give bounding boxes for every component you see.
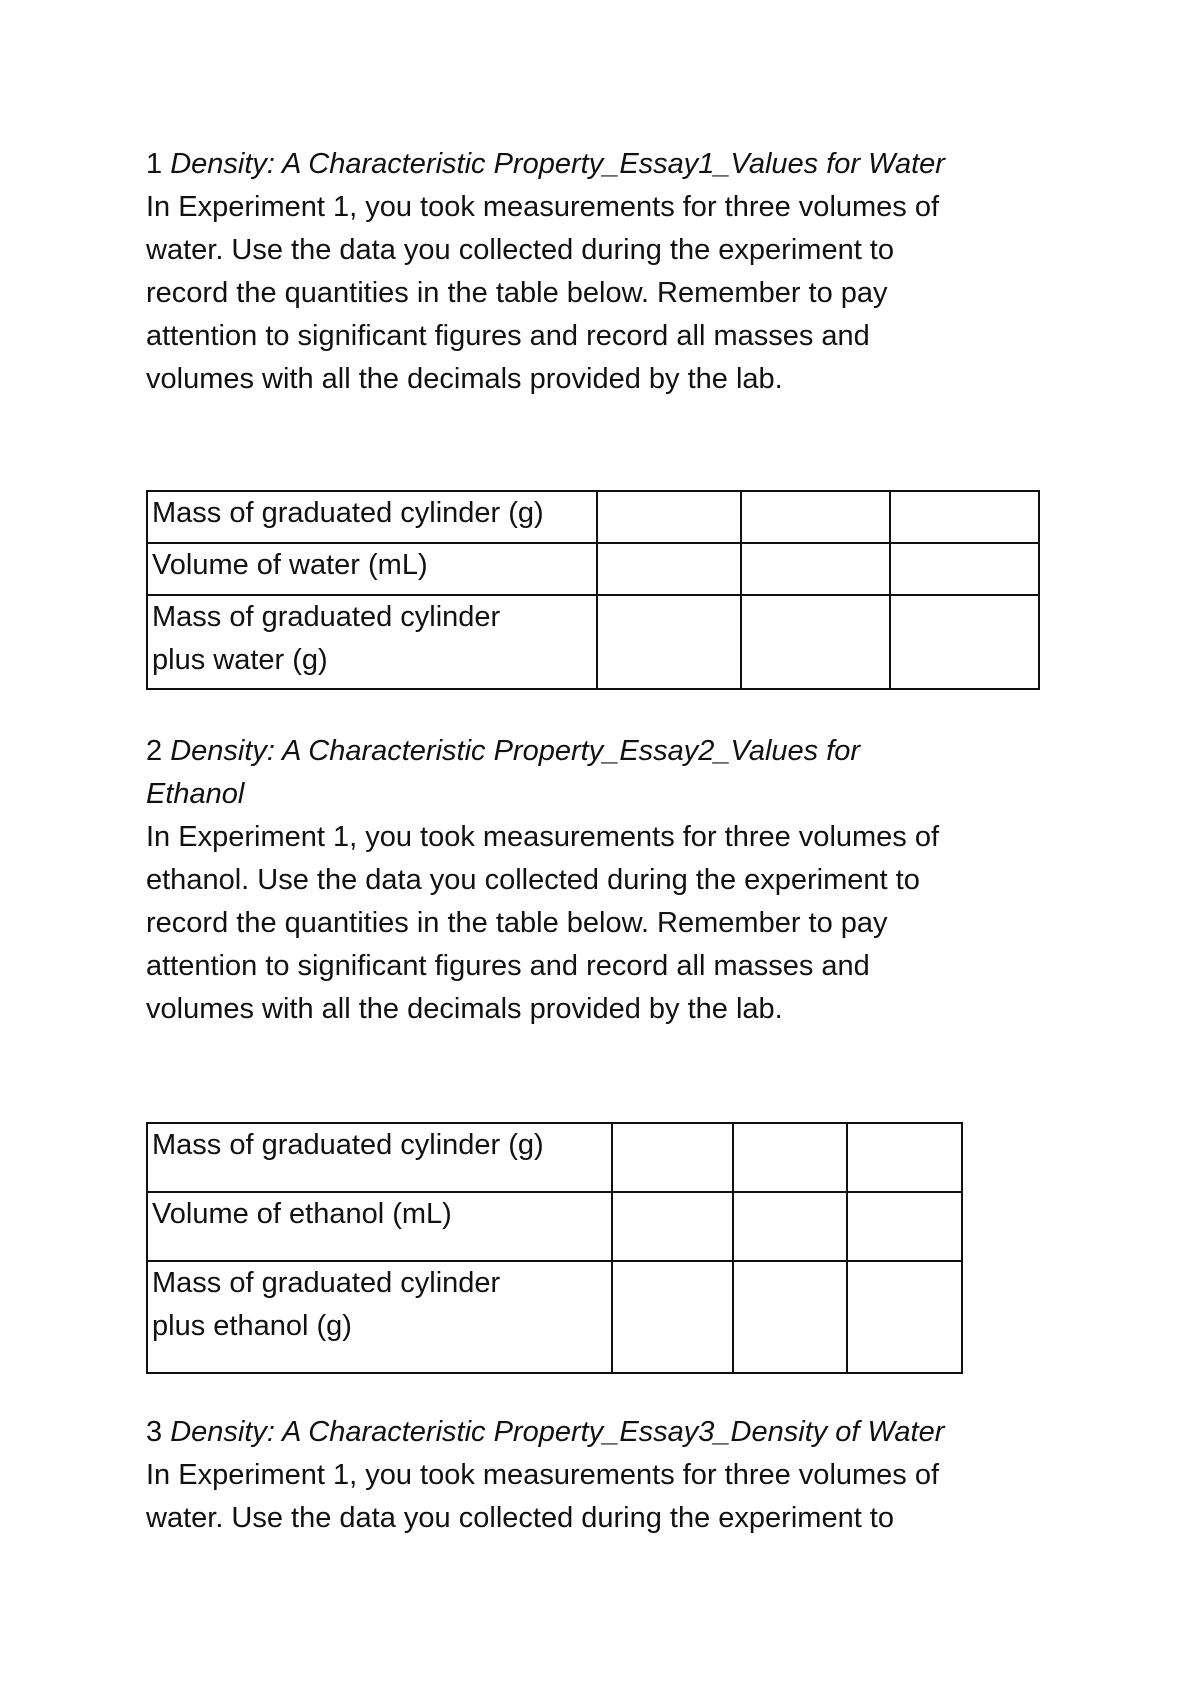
question-2-number: 2 — [146, 735, 163, 767]
trial-2-cell[interactable] — [733, 1192, 847, 1261]
question-3-body — [146, 1454, 1076, 1540]
question-3 — [146, 1411, 1076, 1540]
trial-1-cell[interactable] — [612, 1123, 733, 1192]
trial-2-cell[interactable] — [733, 1123, 847, 1192]
trial-1-cell[interactable] — [597, 491, 741, 543]
question-2-body-line: attention to significant figures and record all masses and — [146, 950, 870, 982]
table-row — [147, 543, 1039, 595]
question-3-body-line: In Experiment 1, you took measurements for three volumes of — [146, 1459, 940, 1491]
question-2-body-line: volumes with all the decimals provided by the lab. — [146, 993, 783, 1025]
row-label-line: plus ethanol (g) — [152, 1310, 352, 1342]
question-2 — [146, 730, 1076, 1031]
question-1-heading — [146, 143, 1076, 186]
trial-3-cell[interactable] — [890, 491, 1039, 543]
trial-1-cell[interactable] — [612, 1192, 733, 1261]
trial-3-cell[interactable] — [890, 543, 1039, 595]
trial-1-cell[interactable] — [597, 543, 741, 595]
ethanol-values-table — [146, 1122, 963, 1374]
table-row — [147, 1261, 962, 1373]
trial-2-cell[interactable] — [741, 595, 890, 689]
row-label — [147, 1261, 612, 1373]
question-2-body — [146, 816, 1076, 1031]
row-label: Mass of graduated cylinder (g) — [147, 491, 597, 543]
trial-3-cell[interactable] — [847, 1123, 962, 1192]
question-2-heading — [146, 730, 1076, 816]
trial-3-cell[interactable] — [847, 1261, 962, 1373]
question-2-body-line: In Experiment 1, you took measurements for three volumes of — [146, 821, 940, 853]
question-2-body-line: record the quantities in the table below. Remember to pay — [146, 907, 888, 939]
row-label-line: plus water (g) — [152, 644, 328, 676]
question-2-title: Density: A Characteristic Property_Essay2_Values for — [170, 735, 861, 767]
question-1 — [146, 143, 1076, 401]
question-2-body-line: ethanol. Use the data you collected during the experiment to — [146, 864, 920, 896]
trial-1-cell[interactable] — [612, 1261, 733, 1373]
table-row — [147, 595, 1039, 689]
row-label: Volume of water (mL) — [147, 543, 597, 595]
question-1-body-line: water. Use the data you collected during the experiment to — [146, 234, 894, 266]
row-label: Volume of ethanol (mL) — [147, 1192, 612, 1261]
water-values-table — [146, 490, 1040, 690]
trial-2-cell[interactable] — [741, 491, 890, 543]
question-1-body-line: volumes with all the decimals provided by the lab. — [146, 363, 783, 395]
trial-2-cell[interactable] — [741, 543, 890, 595]
question-3-title: Density: A Characteristic Property_Essay3_Density of Water — [170, 1416, 945, 1448]
question-1-number: 1 — [146, 148, 163, 180]
table-row — [147, 1192, 962, 1261]
question-3-heading — [146, 1411, 1076, 1454]
trial-1-cell[interactable] — [597, 595, 741, 689]
question-2-heading-line — [146, 730, 1076, 773]
table-row — [147, 1123, 962, 1192]
trial-3-cell[interactable] — [847, 1192, 962, 1261]
row-label — [147, 595, 597, 689]
question-1-body-line: In Experiment 1, you took measurements for three volumes of — [146, 191, 940, 223]
question-3-body-line: water. Use the data you collected during the experiment to — [146, 1502, 894, 1534]
question-1-body-line: attention to significant figures and record all masses and — [146, 320, 870, 352]
question-1-body-line: record the quantities in the table below. Remember to pay — [146, 277, 888, 309]
trial-3-cell[interactable] — [890, 595, 1039, 689]
trial-2-cell[interactable] — [733, 1261, 847, 1373]
question-1-body — [146, 186, 1076, 401]
row-label-line: Mass of graduated cylinder — [152, 601, 501, 633]
question-1-title: Density: A Characteristic Property_Essay1_Values for Water — [170, 148, 945, 180]
question-3-number: 3 — [146, 1416, 163, 1448]
document-page — [146, 0, 1076, 1696]
row-label: Mass of graduated cylinder (g) — [147, 1123, 612, 1192]
row-label-line: Mass of graduated cylinder — [152, 1267, 501, 1299]
table-row — [147, 491, 1039, 543]
question-2-title-continued: Ethanol — [146, 778, 245, 810]
